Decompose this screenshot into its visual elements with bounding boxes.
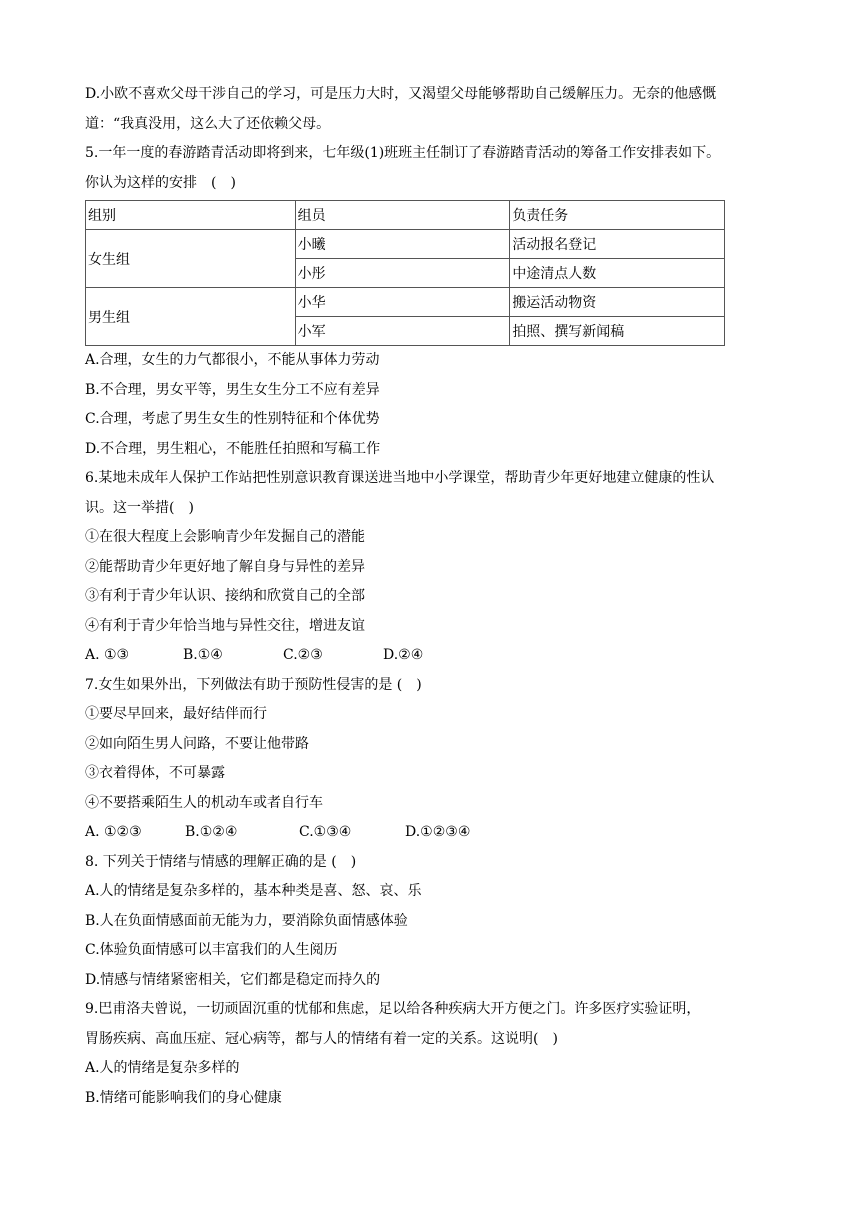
q4-option-d-line1: D.小欧不喜欢父母干涉自己的学习，可是压力大时，又渴望父母能够帮助自己缓解压力。无奈的他感慨 xyxy=(85,86,717,102)
q9-option-a: A.人的情绪是复杂多样的 xyxy=(85,1060,240,1076)
task-cell: 搬运活动物资 xyxy=(510,288,725,317)
member-cell: 小华 xyxy=(295,288,510,317)
q7-item-3: ③衣着得体，不可暴露 xyxy=(85,765,225,781)
member-cell: 小军 xyxy=(295,317,510,346)
q6-choice-d: D.②④ xyxy=(383,647,424,663)
header-member: 组员 xyxy=(295,201,510,230)
q5-stem-line1: 5.一年一度的春游踏青活动即将到来，七年级(1)班班主任制订了春游踏青活动的筹备工作安排表如下。 xyxy=(85,145,721,161)
q7-choice-b: B.①②④ xyxy=(185,824,238,840)
q7-stem: 7.女生如果外出，下列做法有助于预防性侵害的是 ( ) xyxy=(85,676,422,693)
exam-page xyxy=(85,80,775,1113)
q6-choice-b: B.①④ xyxy=(183,647,223,663)
task-cell: 拍照、撰写新闻稿 xyxy=(510,317,725,346)
header-task: 负责任务 xyxy=(510,201,725,230)
q5-option-d: D.不合理，男生粗心，不能胜任拍照和写稿工作 xyxy=(85,440,381,457)
q6-choice-a: A. ①③ xyxy=(85,647,130,663)
q6-item-1: ①在很大程度上会影响青少年发掘自己的潜能 xyxy=(85,529,365,545)
q7-choice-c: C.①③④ xyxy=(299,824,352,840)
q8-option-a: A.人的情绪是复杂多样的，基本种类是喜、怒、哀、乐 xyxy=(85,883,422,899)
header-group: 组别 xyxy=(86,201,296,230)
group-name-girls: 女生组 xyxy=(86,230,296,288)
q6-choice-c: C.②③ xyxy=(283,647,323,663)
q6-item-3: ③有利于青少年认识、接纳和欣赏自己的全部 xyxy=(85,588,365,604)
q4-option-d-line2: 道：“我真没用，这么大了还依赖父母。 xyxy=(85,115,331,132)
table-header-row xyxy=(86,201,725,230)
q9-stem-line1: 9.巴甫洛夫曾说，一切顽固沉重的忧郁和焦虑，足以给各种疾病大开方便之门。许多医疗实验证明， xyxy=(85,1001,701,1017)
q5-option-c: C.合理，考虑了男生女生的性别特征和个体优势 xyxy=(85,411,380,427)
q7-choice-a: A. ①②③ xyxy=(85,824,142,840)
member-cell: 小彤 xyxy=(295,259,510,288)
table-row xyxy=(86,288,725,317)
q6-item-2: ②能帮助青少年更好地了解自身与异性的差异 xyxy=(85,558,365,575)
q8-option-d: D.情感与情绪紧密相关，它们都是稳定而持久的 xyxy=(85,971,381,988)
q7-item-2: ②如向陌生男人问路，不要让他带路 xyxy=(85,735,309,752)
table-row xyxy=(86,230,725,259)
q5-option-b: B.不合理，男女平等，男生女生分工不应有差异 xyxy=(85,381,380,398)
q5-option-a: A.合理，女生的力气都很小，不能从事体力劳动 xyxy=(85,352,380,368)
q7-item-1: ①要尽早回来，最好结伴而行 xyxy=(85,706,267,722)
q7-choice-d: D.①②③④ xyxy=(405,824,471,840)
q7-choices xyxy=(85,818,775,848)
member-cell: 小曦 xyxy=(295,230,510,259)
task-cell: 活动报名登记 xyxy=(510,230,725,259)
group-name-boys: 男生组 xyxy=(86,288,296,346)
q8-option-b: B.人在负面情感面前无能为力，要消除负面情感体验 xyxy=(85,912,408,929)
task-cell: 中途清点人数 xyxy=(510,259,725,288)
q6-stem-line2: 识。这一举措( ) xyxy=(85,499,194,516)
arrangement-table xyxy=(85,200,725,346)
q8-option-c: C.体验负面情感可以丰富我们的人生阅历 xyxy=(85,942,338,958)
q5-stem-line2: 你认为这样的安排 ( ) xyxy=(85,174,236,191)
q6-choices xyxy=(85,641,775,671)
q7-item-4: ④不要搭乘陌生人的机动车或者自行车 xyxy=(85,794,323,811)
q6-stem-line1: 6.某地未成年人保护工作站把性别意识教育课送进当地中小学课堂，帮助青少年更好地建立健康的性认 xyxy=(85,470,715,486)
q9-stem-line2: 胃肠疾病、高血压症、冠心病等，都与人的情绪有着一定的关系。这说明( ) xyxy=(85,1030,558,1047)
q6-item-4: ④有利于青少年恰当地与异性交往，增进友谊 xyxy=(85,617,365,634)
q9-option-b: B.情绪可能影响我们的身心健康 xyxy=(85,1089,282,1106)
q8-stem: 8. 下列关于情绪与情感的理解正确的是 ( ) xyxy=(85,853,357,870)
